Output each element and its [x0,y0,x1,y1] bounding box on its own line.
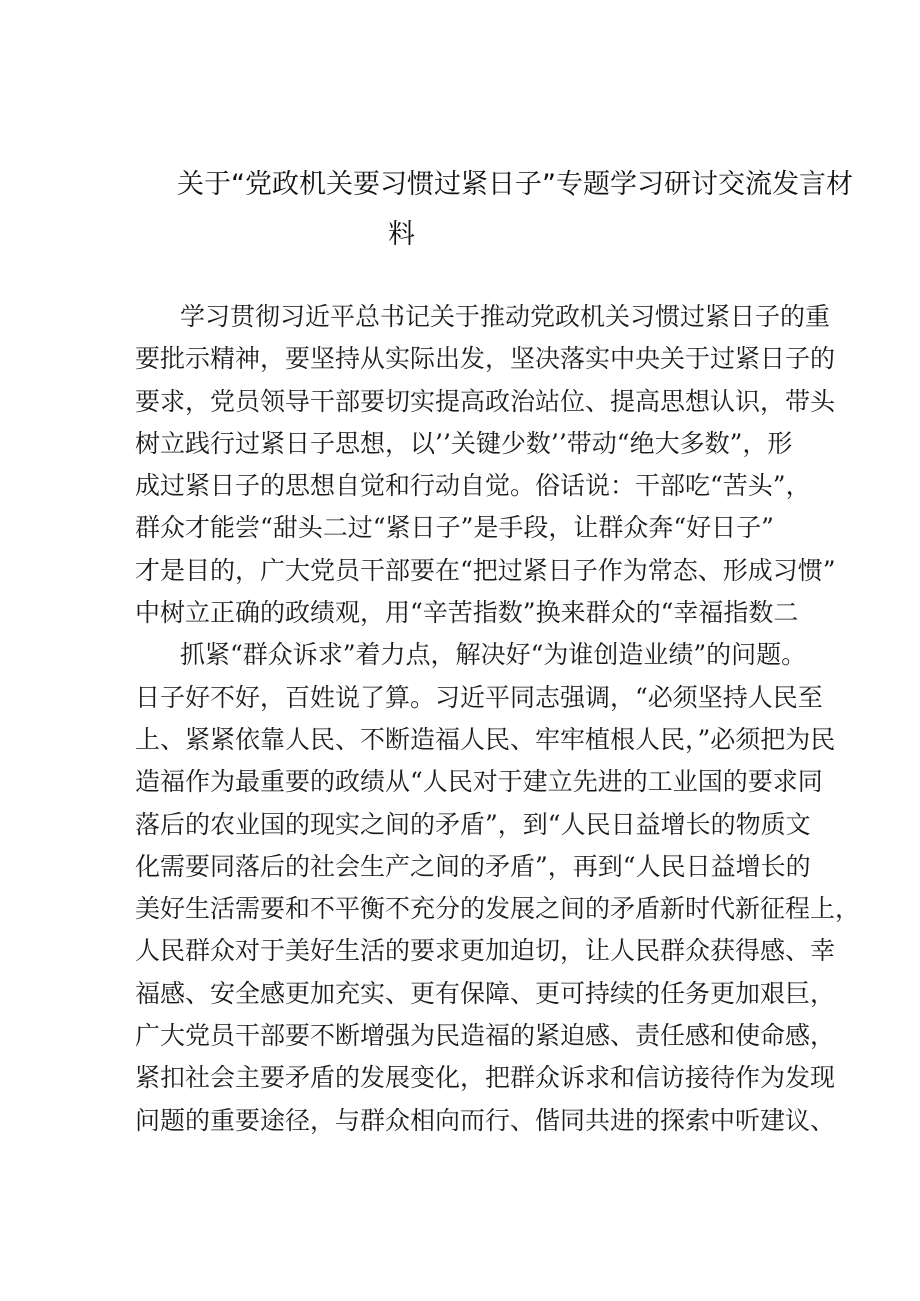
text-line: 树立践行过紧日子思想，以’’关键少数’’带动“绝大多数”，形 [135,428,793,458]
text-line: 成过紧日子的思想自觉和行动自觉。俗话说：干部吃“苦头”， [135,471,811,501]
paragraph-1 [135,296,836,634]
text-line: 群众才能尝“甜头二过“紧日子”是手段，让群众奔“好日子” [135,513,774,543]
text-line: 美好生活需要和不平衡不充分的发展之间的矛盾新时代新征程上， [135,894,861,924]
text-line: 福感、安全感更加充实、更有保障、更可持续的任务更加艰巨， [135,978,836,1008]
text-line: 落后的农业国的现实之间的矛盾”，到“人民日益增长的物质文 [135,809,811,839]
paragraph-2 [135,634,861,1142]
text-line: 紧扣社会主要矛盾的发展变化，把群众诉求和信访接待作为发现 [135,1063,836,1093]
text-line: 学习贯彻习近平总书记关于推动党政机关习惯过紧日子的重 [180,302,831,331]
text-line: 要批示精神，要坚持从实际出发，坚决落实中央关于过紧日子的 [135,344,836,374]
text-line: 要求，党员领导干部要切实提高政治站位、提高思想认识，带头 [135,386,836,416]
text-line: 问题的重要途径，与群众相向而行、偕同共进的探索中听建议、 [135,1105,836,1135]
text-line: 才是目的，广大党员干部要在“把过紧日子作为常态、形成习惯” [135,555,836,585]
title-line: 关于“党政机关要习惯过紧日子”专题学习研讨交流发言材 [177,169,853,200]
text-line: 造福作为最重要的政绩从“人民对于建立先进的工业国的要求同 [135,767,823,797]
text-line: 人民群众对于美好生活的要求更加迫切，让人民群众获得感、幸 [135,936,836,966]
text-line: 抓紧“群众诉求”着力点，解决好“为谁创造业绩”的问题。 [180,640,807,670]
title-line: 料 [388,219,415,250]
text-line: 广大党员干部要不断增强为民造福的紧迫感、责任感和使命感， [135,1021,836,1051]
text-line: 日子好不好，百姓说了算。习近平同志强调，“必须坚持人民至 [135,682,823,712]
text-line: 上、紧紧依靠人民、不断造福人民、牢牢植根人民，”必须把为民 [135,724,836,754]
document-body [135,296,861,1142]
text-line: 中树立正确的政绩观，用“辛苦指数”换来群众的“幸福指数二 [135,598,799,628]
text-line: 化需要同落后的社会生产之间的矛盾”，再到“人民日益增长的 [135,851,811,881]
document-title [130,160,853,260]
